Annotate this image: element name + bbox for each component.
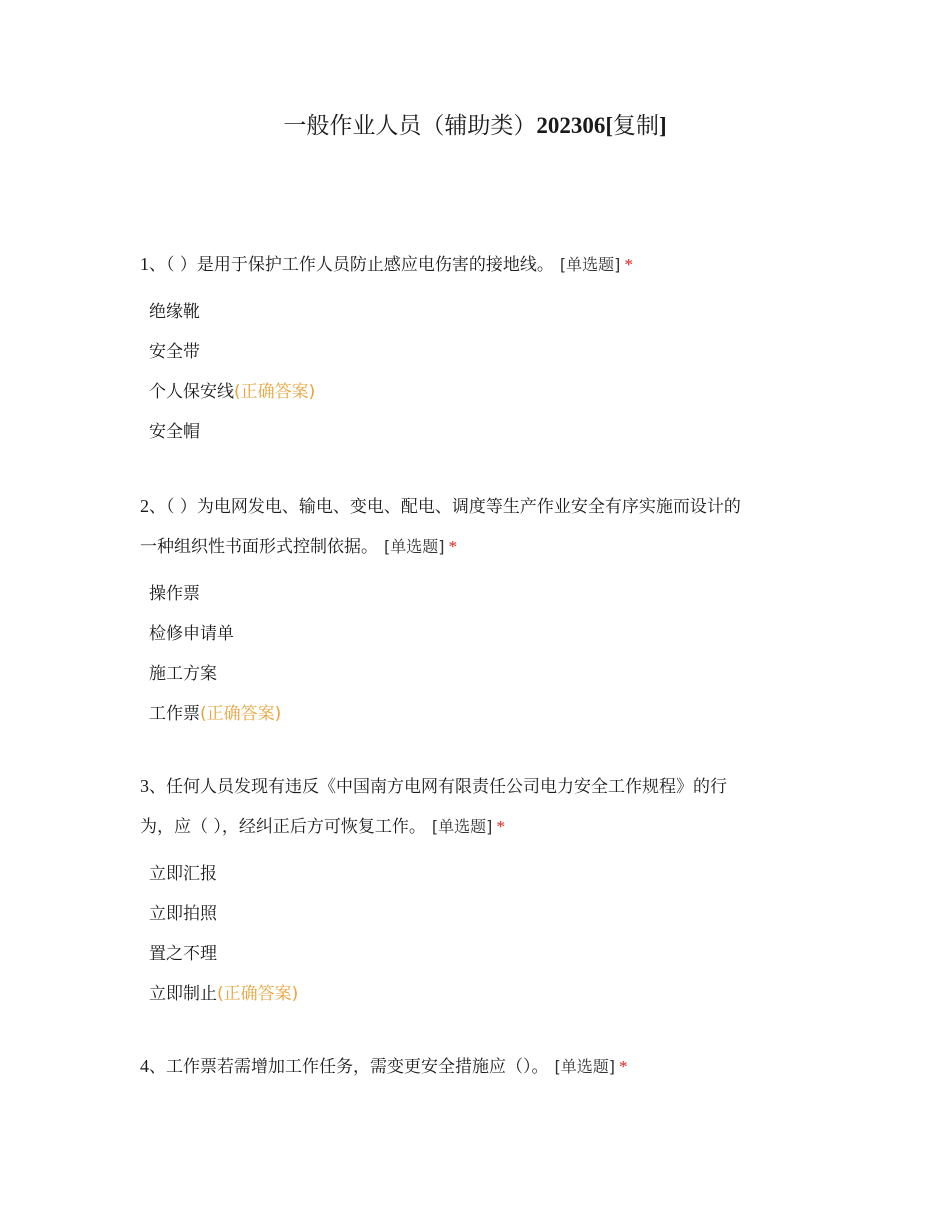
option-item[interactable]: [149, 614, 820, 654]
option-item[interactable]: [149, 974, 820, 1014]
correct-answer-tag: (正确答案): [217, 984, 299, 1004]
option-text: 工作票: [149, 704, 200, 724]
option-item[interactable]: [149, 854, 820, 894]
question-3: [140, 766, 820, 1014]
option-item[interactable]: [149, 372, 820, 412]
option-text: 绝缘靴: [149, 302, 200, 322]
question-stem: [140, 1046, 820, 1087]
option-text: 个人保安线: [149, 382, 234, 402]
question-separator: 、: [149, 497, 166, 517]
question-type-label: [单选题]: [559, 255, 621, 274]
question-2: [140, 486, 820, 734]
option-item[interactable]: [149, 332, 820, 372]
question-type-label: [单选题]: [431, 817, 493, 836]
option-item[interactable]: [149, 694, 820, 734]
question-number: 2: [140, 496, 149, 516]
option-text: 安全帽: [149, 422, 200, 442]
option-list: [140, 854, 820, 1014]
title-text: 一般作业人员（辅助类）: [283, 113, 537, 139]
question-separator: 、: [149, 777, 166, 797]
option-text: 立即汇报: [149, 864, 217, 884]
question-text-line-2: 一种组织性书面形式控制依据。: [140, 537, 378, 557]
option-item[interactable]: [149, 292, 820, 332]
option-text: 施工方案: [149, 664, 217, 684]
option-text: 立即拍照: [149, 904, 217, 924]
question-stem: [140, 486, 820, 567]
required-mark: *: [448, 537, 457, 556]
option-text: 安全带: [149, 342, 200, 362]
option-item[interactable]: [149, 654, 820, 694]
question-text-line-2: 为，应（ ），经纠正后方可恢复工作。: [140, 817, 426, 837]
option-item[interactable]: [149, 934, 820, 974]
option-item[interactable]: [149, 894, 820, 934]
question-text: （ ）是用于保护工作人员防止感应电伤害的接地线。: [166, 255, 554, 275]
question-separator: 、: [149, 1057, 166, 1077]
title-suffix: 复制: [613, 113, 659, 139]
option-item[interactable]: [149, 574, 820, 614]
question-number: 1: [140, 254, 149, 274]
option-text: 检修申请单: [149, 624, 234, 644]
correct-answer-tag: (正确答案): [200, 704, 282, 724]
question-text: 工作票若需增加工作任务，需变更安全措施应（）。: [166, 1057, 549, 1077]
title-close: ]: [659, 113, 667, 138]
required-mark: *: [619, 1057, 628, 1076]
question-stem: [140, 766, 820, 847]
option-text: 立即制止: [149, 984, 217, 1004]
option-list: [140, 292, 820, 452]
question-text-line-1: （ ）为电网发电、输电、变电、配电、调度等生产作业安全有序实施而设计的: [166, 497, 741, 517]
question-type-label: [单选题]: [554, 1057, 615, 1076]
question-number: 3: [140, 776, 149, 796]
question-4: [140, 1046, 820, 1087]
question-number: 4: [140, 1056, 149, 1076]
question-stem: [140, 244, 820, 285]
title-code: 202306[: [536, 113, 613, 138]
question-1: [140, 244, 820, 452]
option-text: 置之不理: [149, 944, 217, 964]
option-item[interactable]: [149, 412, 820, 452]
question-type-label: [单选题]: [384, 537, 445, 556]
required-mark: *: [496, 817, 505, 836]
question-separator: 、: [149, 255, 166, 275]
question-text-line-1: 任何人员发现有违反《中国南方电网有限责任公司电力安全工作规程》的行: [166, 777, 727, 797]
correct-answer-tag: (正确答案): [234, 382, 316, 402]
option-list: [140, 574, 820, 734]
required-mark: *: [624, 255, 633, 274]
option-text: 操作票: [149, 584, 200, 604]
page-title: [0, 108, 950, 144]
